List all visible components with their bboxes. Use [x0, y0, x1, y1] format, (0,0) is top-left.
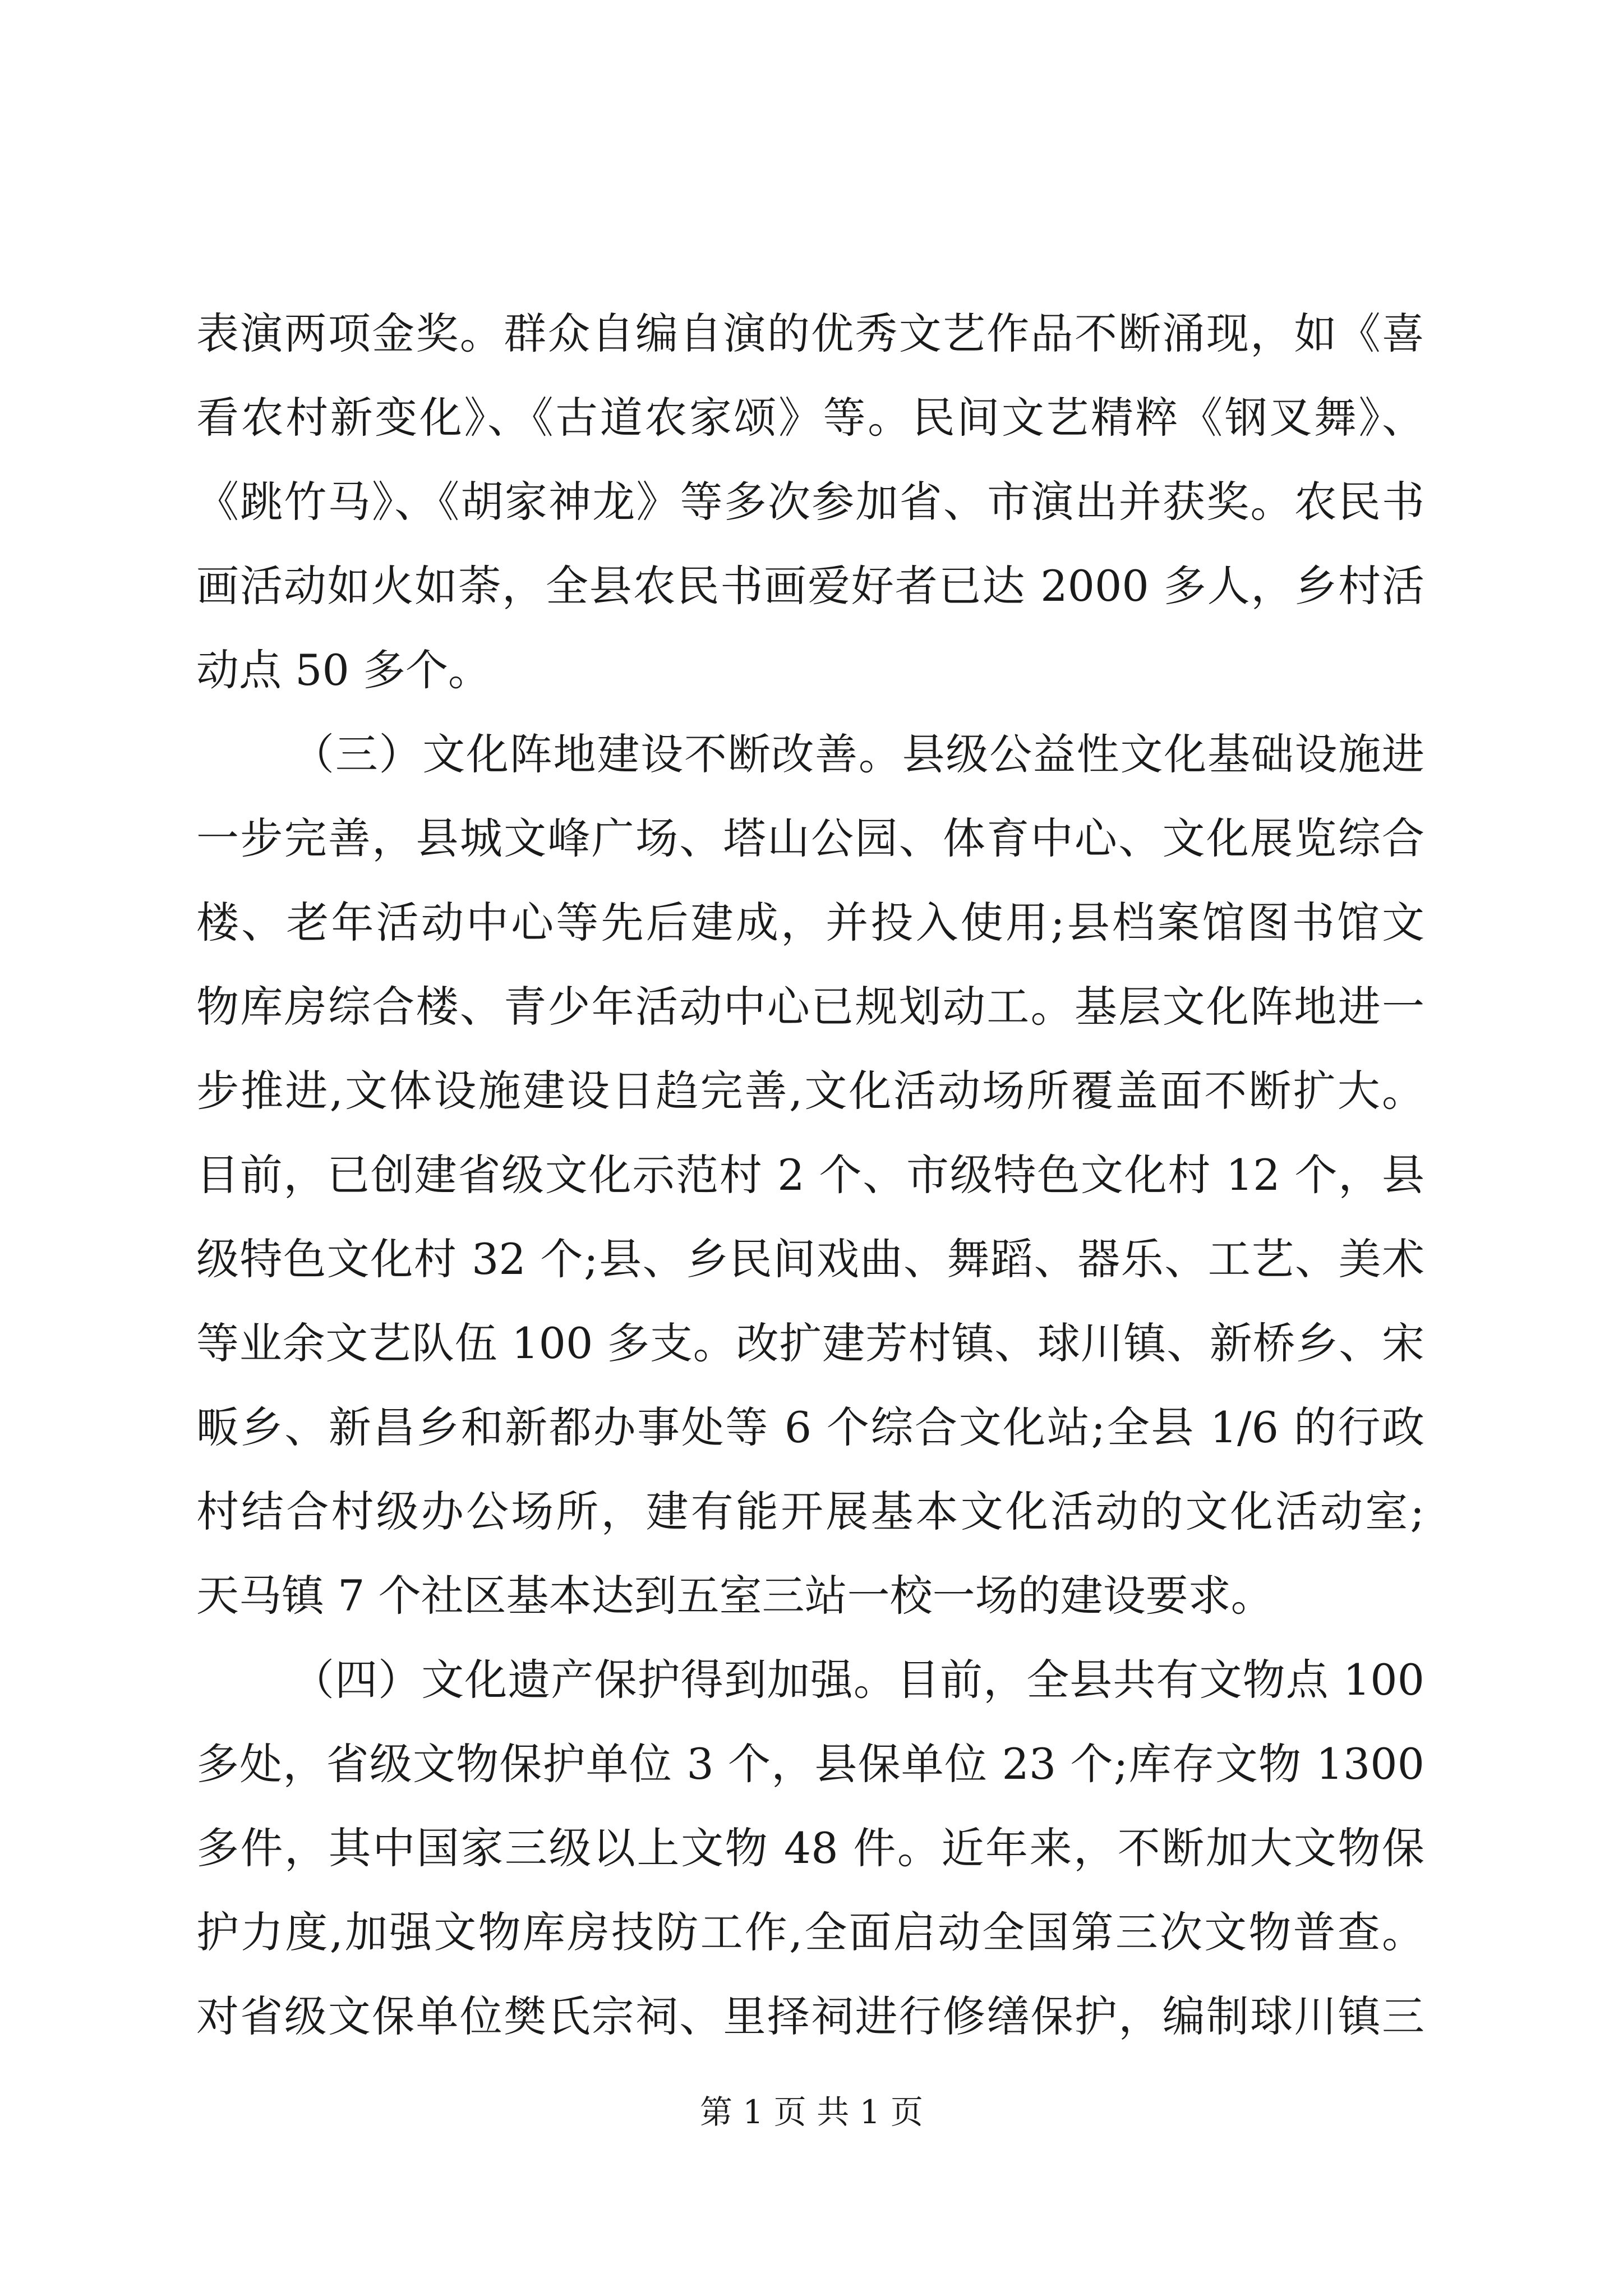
- text-line: 村结合村级办公场所，建有能开展基本文化活动的文化活动室;: [196, 1487, 1424, 1536]
- section-heading-line: （四）文化遗产保护得到加强。目前，全县共有文物点 100: [292, 1655, 1424, 1705]
- text-line: 看农村新变化》、《古道农家颂》等。民间文艺精粹《钢叉舞》、: [196, 393, 1424, 443]
- text-line: 楼、老年活动中心等先后建成，并投入使用;县档案馆图书馆文: [196, 898, 1424, 947]
- text-line: 画活动如火如荼，全县农民书画爱好者已达 2000 多人，乡村活: [196, 561, 1424, 611]
- page-number-footer: 第 1 页 共 1 页: [700, 2093, 923, 2131]
- text-line: 护力度,加强文物库房技防工作,全面启动全国第三次文物普查。: [196, 1907, 1424, 1957]
- text-line: 畈乡、新昌乡和新都办事处等 6 个综合文化站;全县 1/6 的行政: [196, 1402, 1424, 1452]
- text-line: 《跳竹马》、《胡家神龙》等多次参加省、市演出并获奖。农民书: [196, 477, 1424, 527]
- text-line: 等业余文艺队伍 100 多支。改扩建芳村镇、球川镇、新桥乡、宋: [196, 1318, 1424, 1368]
- text-line: 动点 50 多个。: [196, 645, 491, 695]
- text-line: 一步完善，县城文峰广场、塔山公园、体育中心、文化展览综合: [196, 813, 1424, 863]
- text-line: 级特色文化村 32 个;县、乡民间戏曲、舞蹈、器乐、工艺、美术: [196, 1234, 1424, 1284]
- text-line: 物库房综合楼、青少年活动中心已规划动工。基层文化阵地进一: [196, 982, 1424, 1032]
- text-line: 天马镇 7 个社区基本达到五室三站一校一场的建设要求。: [196, 1571, 1274, 1621]
- text-line: 步推进,文体设施建设日趋完善,文化活动场所覆盖面不断扩大。: [196, 1066, 1424, 1116]
- text-line: 对省级文保单位樊氏宗祠、里择祠进行修缮保护，编制球川镇三: [196, 1991, 1424, 2041]
- section-heading-line: （三）文化阵地建设不断改善。县级公益性文化基础设施进: [292, 729, 1424, 779]
- text-line: 多处，省级文物保护单位 3 个，县保单位 23 个;库存文物 1300: [196, 1739, 1424, 1789]
- text-line: 表演两项金奖。群众自编自演的优秀文艺作品不断涌现，如《喜: [196, 309, 1424, 358]
- text-line: 多件，其中国家三级以上文物 48 件。近年来，不断加大文物保: [196, 1823, 1424, 1873]
- text-line: 目前，已创建省级文化示范村 2 个、市级特色文化村 12 个，县: [196, 1150, 1424, 1200]
